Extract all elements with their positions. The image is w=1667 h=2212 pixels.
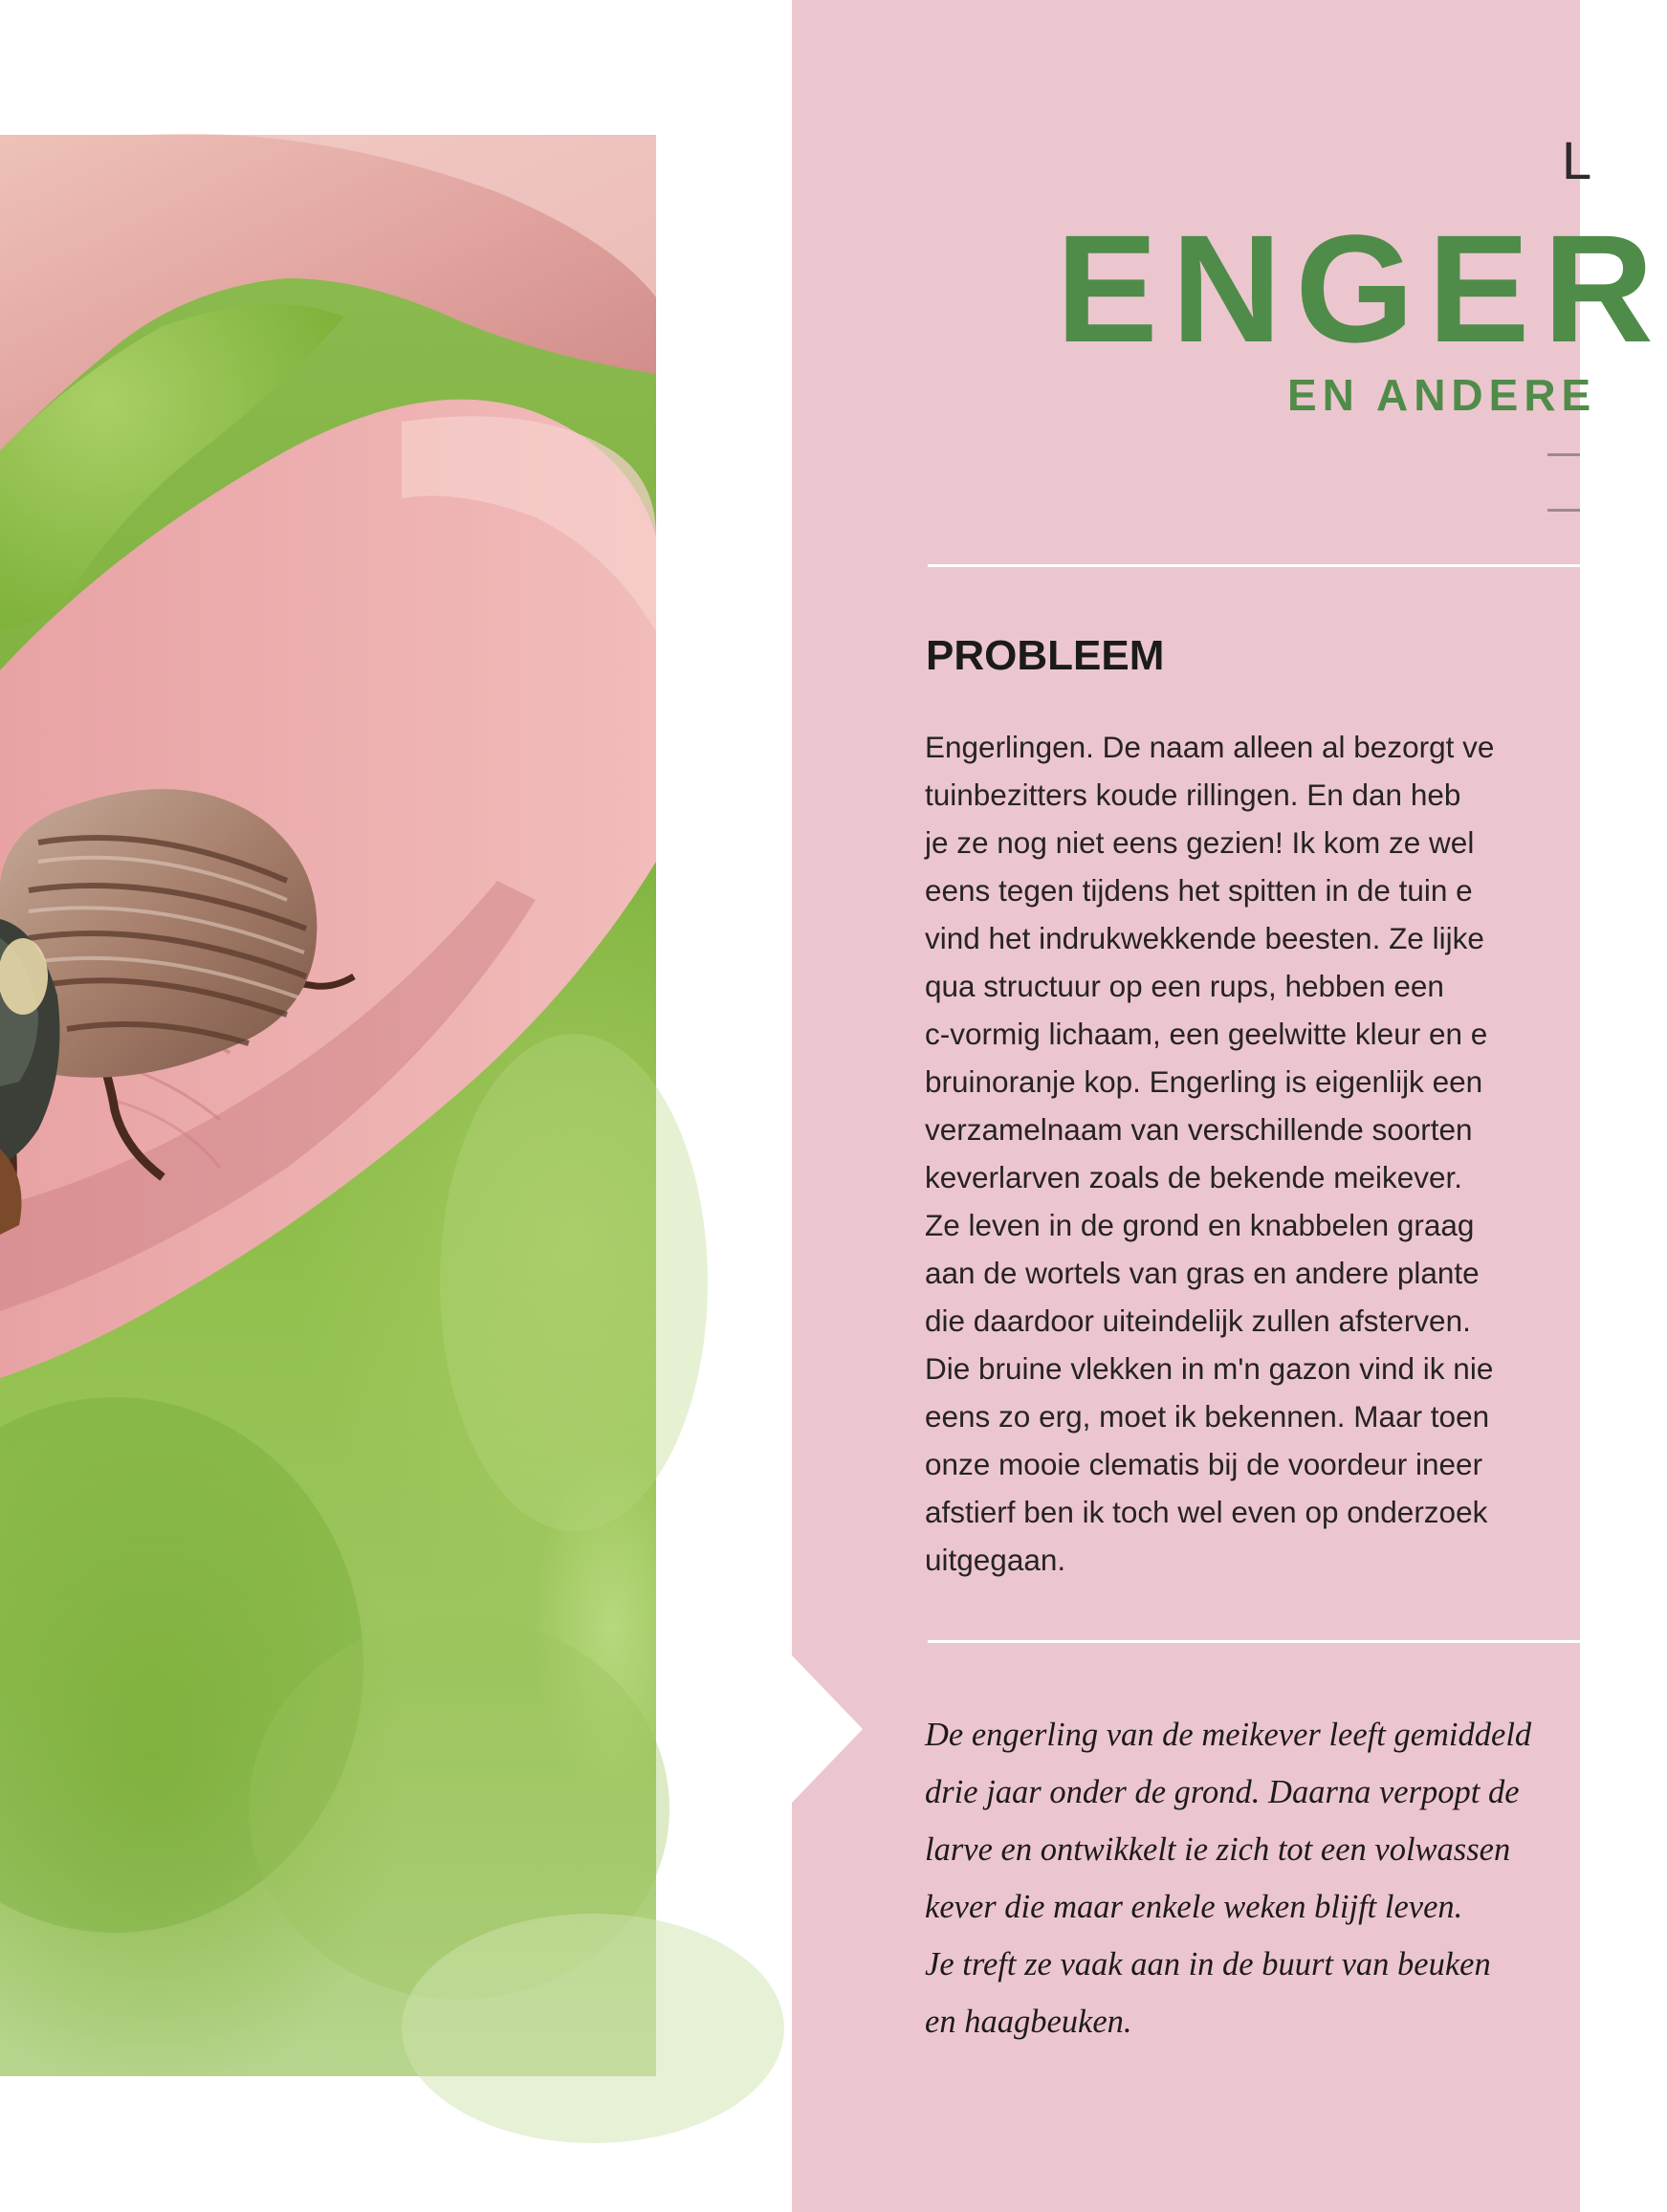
pull-quote bbox=[925, 1706, 1531, 2050]
body-line: Engerlingen. De naam alleen al bezorgt ve bbox=[925, 730, 1495, 764]
beetle-photo bbox=[0, 135, 656, 2076]
body-line: verzamelnaam van verschillende soorten bbox=[925, 1112, 1473, 1147]
body-line: die daardoor uiteindelijk zullen afsterven. bbox=[925, 1303, 1471, 1338]
body-line: je ze nog niet eens gezien! Ik kom ze wel bbox=[925, 825, 1475, 860]
divider-bottom bbox=[928, 1640, 1580, 1643]
body-line: eens tegen tijdens het spitten in de tuin e bbox=[925, 873, 1473, 908]
divider-top bbox=[928, 564, 1580, 567]
quote-line: kever die maar enkele weken blijft leven. bbox=[925, 1889, 1463, 1925]
body-line: c-vormig lichaam, een geelwitte kleur en e bbox=[925, 1017, 1488, 1051]
body-line: keverlarven zoals de bekende meikever. bbox=[925, 1160, 1463, 1194]
body-line: bruinoranje kop. Engerling is eigenlijk een bbox=[925, 1064, 1483, 1099]
panel-notch-arrow bbox=[791, 1654, 867, 1807]
decorative-line-lower bbox=[1547, 509, 1580, 512]
quote-line: en haagbeuken. bbox=[925, 2004, 1132, 2040]
body-line: onze mooie clematis bij de voordeur ineer bbox=[925, 1447, 1483, 1481]
body-line: Die bruine vlekken in m'n gazon vind ik nie bbox=[925, 1351, 1494, 1386]
title-kicker: L bbox=[1562, 130, 1592, 190]
quote-line: De engerling van de meikever leeft gemiddeld bbox=[925, 1717, 1532, 1753]
page-subtitle: EN ANDERE bbox=[1287, 370, 1597, 420]
body-line: aan de wortels van gras en andere plante bbox=[925, 1256, 1480, 1290]
body-line: afstierf ben ik toch wel even op onderzoek bbox=[925, 1495, 1488, 1529]
quote-line: larve en ontwikkelt ie zich tot een volwassen bbox=[925, 1831, 1511, 1868]
body-line: tuinbezitters koude rillingen. En dan heb bbox=[925, 777, 1461, 812]
body-line: Ze leven in de grond en knabbelen graag bbox=[925, 1208, 1475, 1242]
section-heading: PROBLEEM bbox=[926, 632, 1165, 679]
body-paragraph bbox=[925, 723, 1494, 1584]
beetle-on-finger-illustration bbox=[0, 135, 656, 2076]
body-line: eens zo erg, moet ik bekennen. Maar toen bbox=[925, 1399, 1490, 1434]
page-title: ENGER bbox=[1056, 203, 1667, 374]
quote-line: Je treft ze vaak aan in de buurt van beuken bbox=[925, 1946, 1491, 1982]
body-line: uitgegaan. bbox=[925, 1543, 1066, 1577]
quote-line: drie jaar onder de grond. Daarna verpopt de bbox=[925, 1774, 1520, 1810]
body-line: vind het indrukwekkende beesten. Ze lijke bbox=[925, 921, 1484, 955]
body-line: qua structuur op een rups, hebben een bbox=[925, 969, 1444, 1003]
decorative-line-upper bbox=[1547, 453, 1580, 456]
